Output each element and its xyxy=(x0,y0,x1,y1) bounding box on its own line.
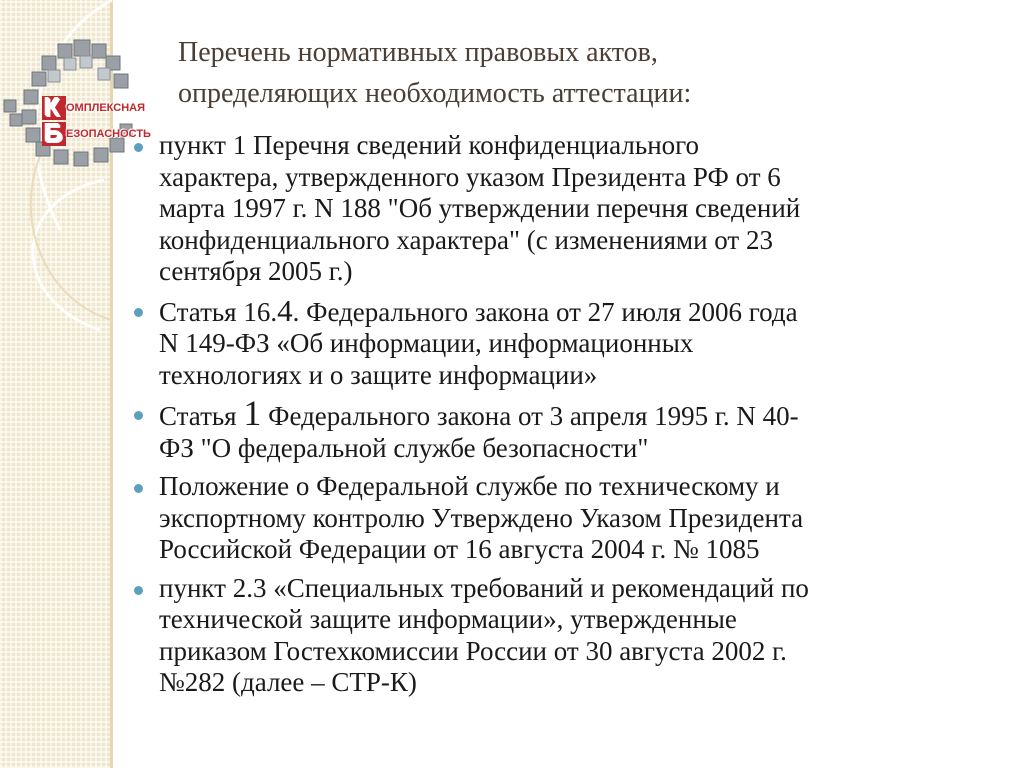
bullet-icon xyxy=(134,484,143,493)
bullet-icon xyxy=(134,586,143,595)
title-line-2: определяющих необходимость аттестации: xyxy=(178,78,692,109)
bullet-icon xyxy=(134,143,143,152)
logo-letter-k: К xyxy=(44,92,60,122)
list-item: пункт 2.3 «Специальных требований и рекомендаций по технической защите информации», утвержденные приказом Гостехкомиссии России от 30 августа 2002 г. №282 (далее – СТР-К) xyxy=(132,573,1002,699)
list-item: пункт 1 Перечня сведений конфиденциального характера, утвержденного указом Президента РФ от 6 марта 1997 г. N 188 "Об утверждении перечня сведений конфиденциального характера" (с изменениями от 23 сентября 2005 г.) xyxy=(132,130,1002,288)
legal-acts-list xyxy=(132,130,1002,706)
logo-word-2: ЕЗОПАСНОСТЬ xyxy=(66,128,151,140)
bullet-icon xyxy=(134,308,143,317)
bullet-icon xyxy=(134,411,143,420)
title-line-1: Перечень нормативных правовых актов, xyxy=(178,37,658,68)
list-item: Статья 1 Федерального закона от 3 апреля 1995 г. N 40- ФЗ "О федеральной службе безопасности" xyxy=(132,398,1002,464)
list-item: Положение о Федеральной службе по техническому и экспортному контролю Утверждено Указом Президента Российской Федерации от 16 августа 2004 г. № 1085 xyxy=(132,471,1002,566)
slide-title xyxy=(178,32,998,114)
list-item: Статья 16.4. Федерального закона от 27 июля 2006 года N 149-ФЗ «Об информации, информационных технологиях и о защите информации» xyxy=(132,295,1002,392)
logo-word-1: ОМПЛЕКСНАЯ xyxy=(66,102,145,114)
logo-letter-b: Б xyxy=(44,118,63,148)
